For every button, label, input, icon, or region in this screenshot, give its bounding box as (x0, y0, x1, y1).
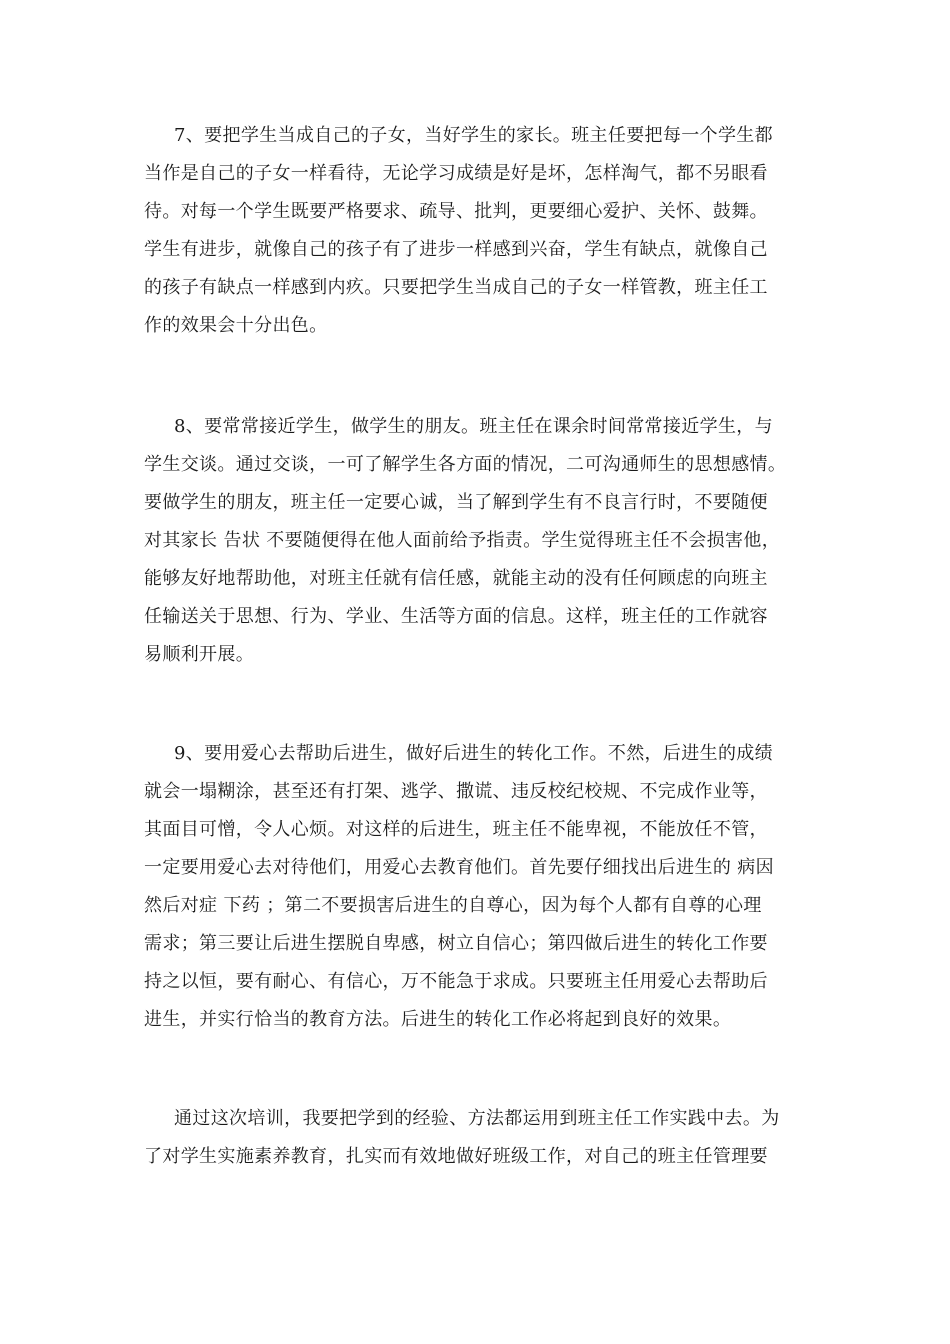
text-line: 9、要用爱心去帮助后进生，做好后进生的转化工作。不然，后进生的成绩 (174, 743, 773, 764)
text-line: 通过这次培训，我要把学到的经验、方法都运用到班主任工作实践中去。为 (174, 1108, 780, 1129)
text-line: 易顺利开展。 (144, 644, 255, 665)
text-line: 8、要常常接近学生，做学生的朋友。班主任在课余时间常常接近学生，与 (174, 416, 773, 437)
text-line: 任输送关于思想、行为、学业、生活等方面的信息。这样，班主任的工作就容 (144, 606, 768, 627)
paragraph-9 (144, 735, 814, 1039)
paragraph-7 (144, 117, 814, 345)
text-line: 其面目可憎，令人心烦。对这样的后进生，班主任不能卑视，不能放任不管， (144, 819, 768, 840)
text-line: 的孩子有缺点一样感到内疚。只要把学生当成自己的子女一样管教，班主任工 (144, 277, 768, 298)
paragraph-8 (144, 408, 814, 674)
text-line: 作的效果会十分出色。 (144, 315, 328, 336)
text-line: 就会一塌糊涂，甚至还有打架、逃学、撒谎、违反校纪校规、不完成作业等， (144, 781, 768, 802)
text-line: 7、要把学生当成自己的子女，当好学生的家长。班主任要把每一个学生都 (174, 125, 773, 146)
text-line: 当作是自己的子女一样看待，无论学习成绩是好是坏，怎样淘气，都不另眼看 (144, 163, 768, 184)
text-line: 了对学生实施素养教育，扎实而有效地做好班级工作，对自己的班主任管理要 (144, 1146, 768, 1167)
text-line: 能够友好地帮助他，对班主任就有信任感，就能主动的没有任何顾虑的向班主 (144, 568, 768, 589)
text-line: 进生，并实行恰当的教育方法。后进生的转化工作必将起到良好的效果。 (144, 1009, 732, 1030)
text-line: 待。对每一个学生既要严格要求、疏导、批判，更要细心爱护、关怀、鼓舞。 (144, 201, 768, 222)
text-line: 一定要用爱心去对待他们，用爱心去教育他们。首先要仔细找出后进生的 病因 (144, 857, 774, 878)
text-line: 需求；第三要让后进生摆脱自卑感，树立自信心；第四做后进生的转化工作要 (144, 933, 768, 954)
paragraph-conclusion (144, 1100, 814, 1176)
text-line: 然后对症 下药 ；第二不要损害后进生的自尊心，因为每个人都有自尊的心理 (144, 895, 762, 916)
text-line: 对其家长 告状 不要随便得在他人面前给予指责。学生觉得班主任不会损害他， (144, 530, 781, 551)
text-line: 学生有进步，就像自己的孩子有了进步一样感到兴奋，学生有缺点，就像自己 (144, 239, 768, 260)
text-line: 持之以恒，要有耐心、有信心，万不能急于求成。只要班主任用爱心去帮助后 (144, 971, 768, 992)
text-line: 要做学生的朋友，班主任一定要心诚，当了解到学生有不良言行时，不要随便 (144, 492, 768, 513)
text-line: 学生交谈。通过交谈，一可了解学生各方面的情况，二可沟通师生的思想感情。 (144, 454, 787, 475)
